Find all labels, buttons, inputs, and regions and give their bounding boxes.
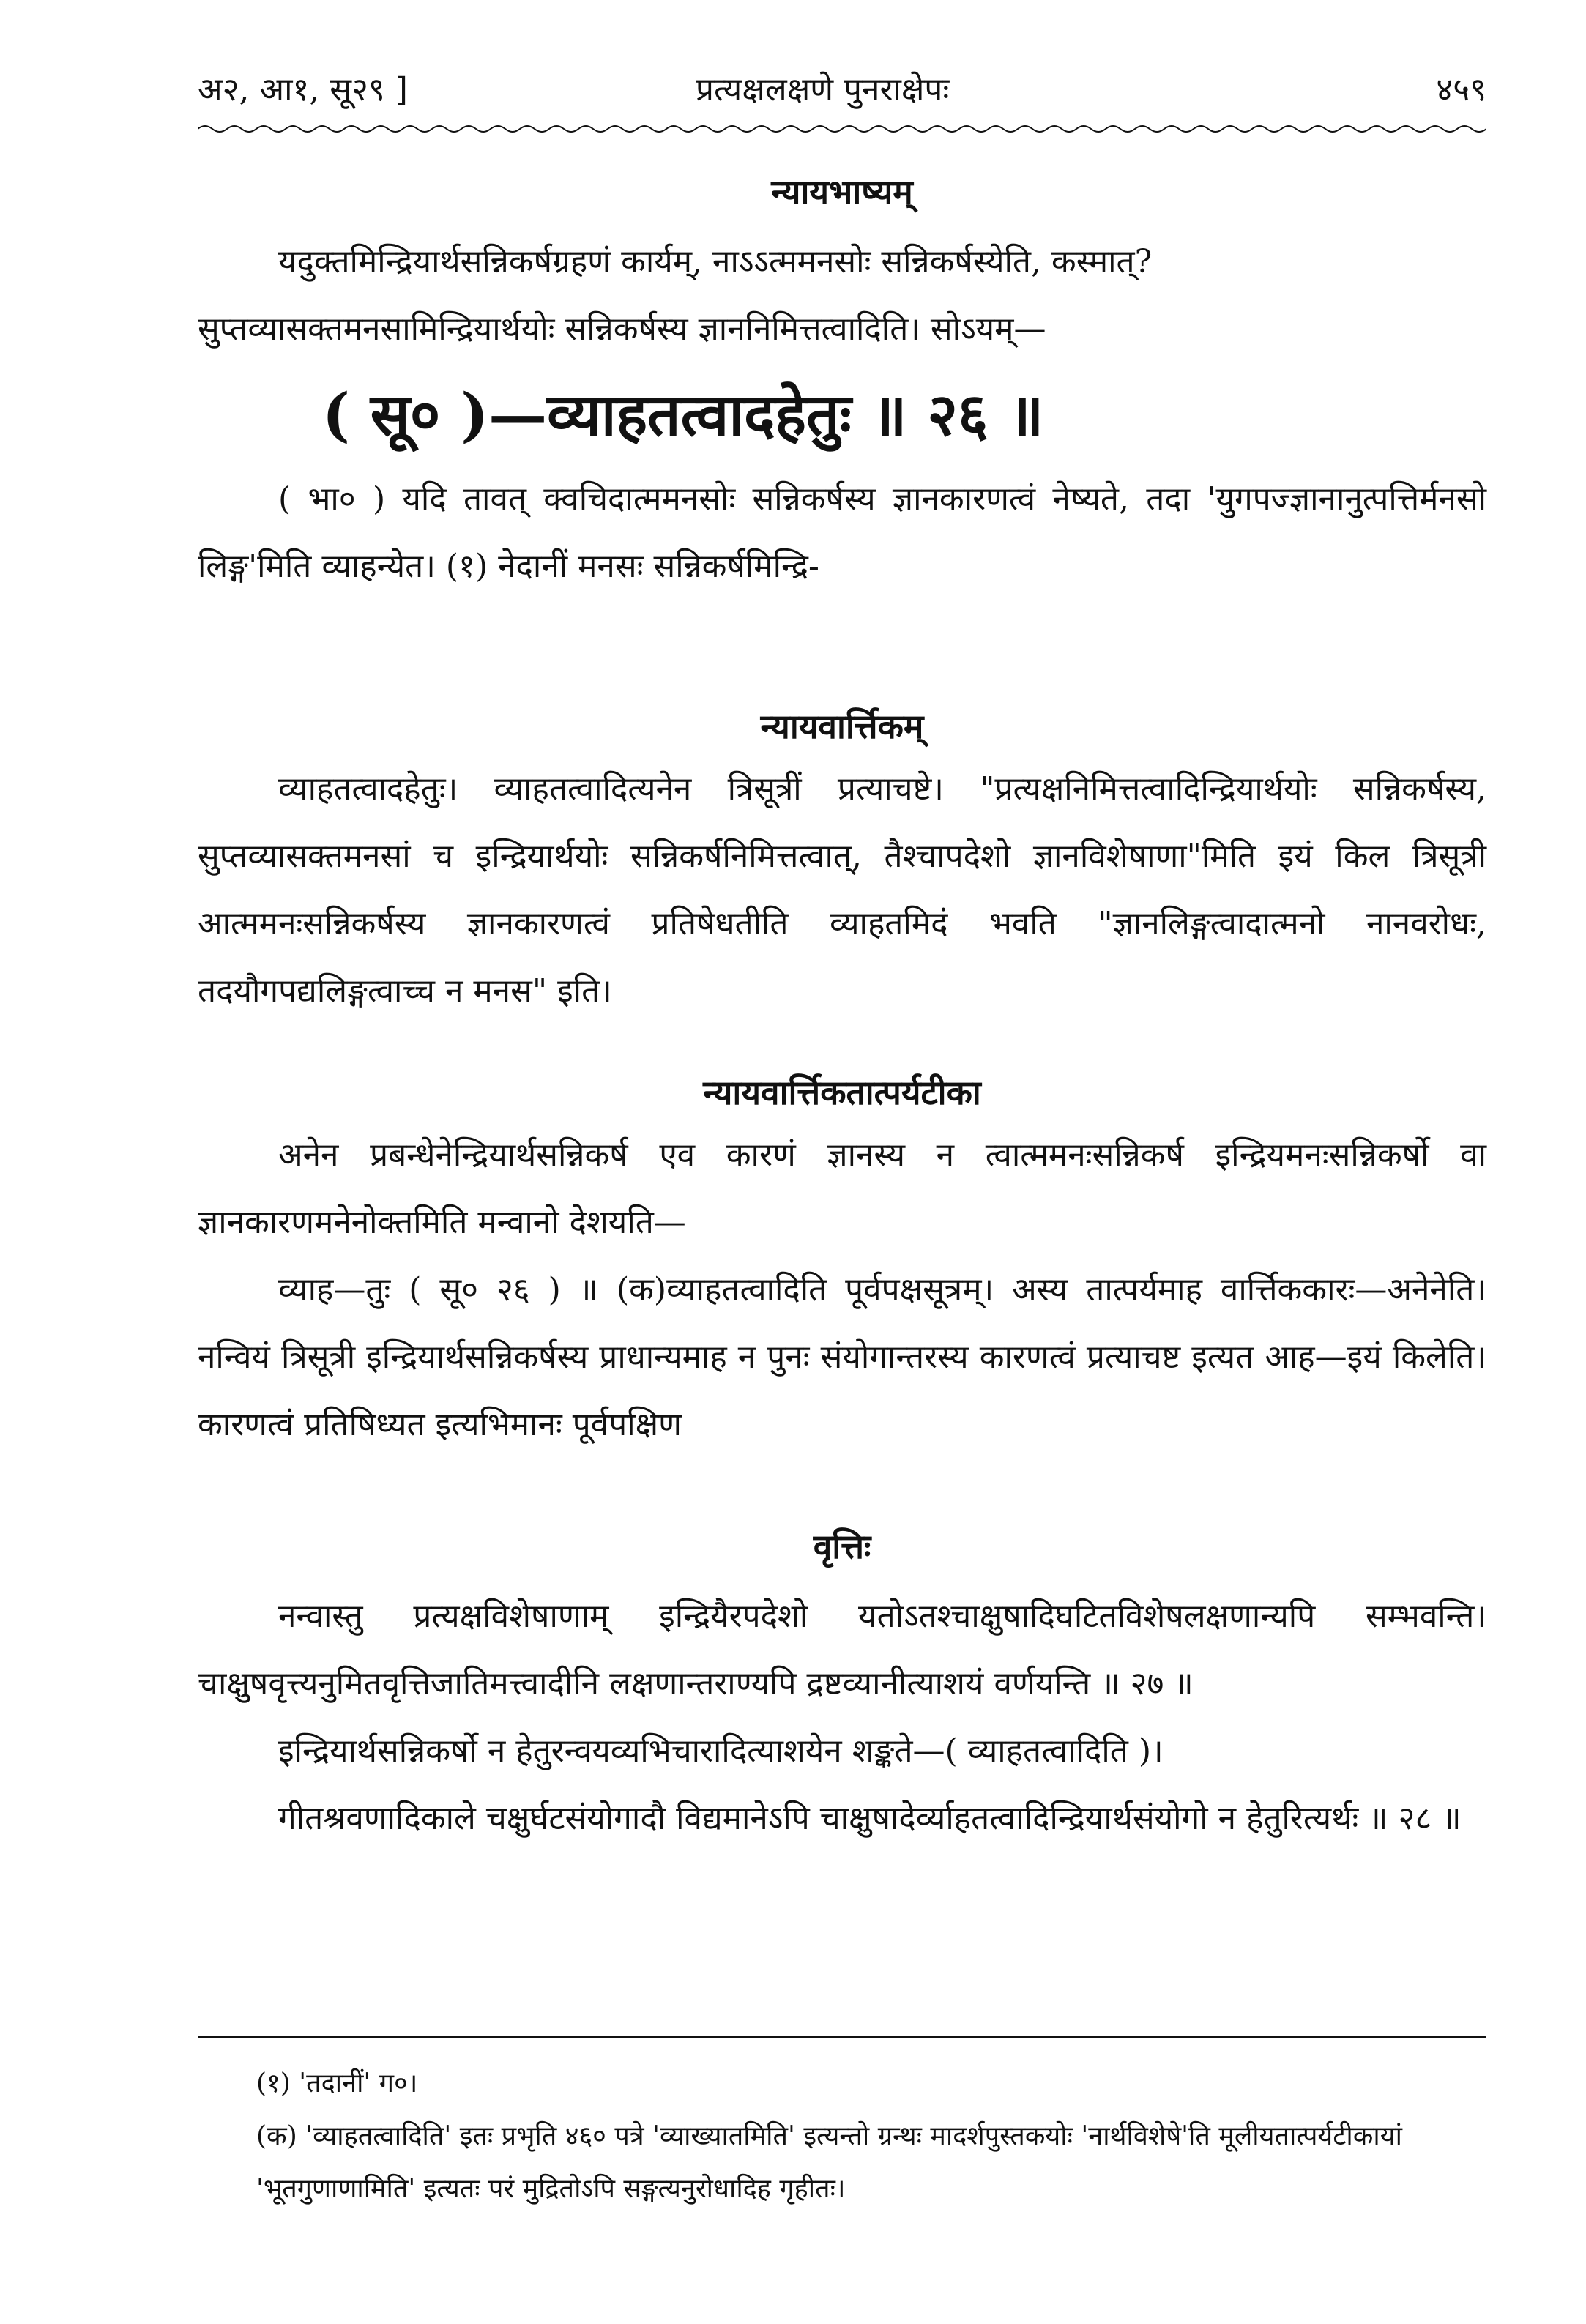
footnote-1: (१) 'तदानीं' ग०। [256,2068,418,2098]
vartika-title: न्यायवार्त्तिकम् [760,707,924,746]
vritti-para2: इन्द्रियार्थसन्निकर्षो न हेतुरन्वयव्यभिचारादित्याशयेन शङ्कते—( व्याहतत्वादिति )। [278,1732,1164,1770]
bhashya-section [198,168,1486,600]
running-title: प्रत्यक्षलक्षणे पुनराक्षेपः [696,71,950,108]
wavy-divider [198,123,1486,135]
vritti-section [198,1523,1486,1852]
footnote-ka: (क) 'व्याहतत्वादिति' इतः प्रभृति ४६० पत्रे 'व्याख्यातमिति' इत्यन्तो ग्रन्थः मादर्शपुस्तकयोः 'नार्थविशेषे'ति मूलीयतात्पर्यटीकायां 'भूतगुणाणामिति' इत्यतः परं मुद्रितोऽपि सङ्गत्यनुरोधादिह गृहीतः। [256,2121,1402,2204]
bhashya-para2: ( भा० ) यदि तावत् क्वचिदात्ममनसोः सन्निकर्षस्य ज्ञानकारणत्वं नेष्यते, तदा 'युगपज्ज्ञानानुत्पत्तिर्मनसो लिङ्ग'मिति व्याहन्येत। (१) नेदानीं मनसः सन्निकर्षमिन्द्रि- [198,480,1486,585]
tatparya-para2: व्याह—तुः ( सू० २६ ) ॥ (क)व्याहतत्वादिति पूर्वपक्षसूत्रम्। अस्य तात्पर्यमाह वार्त्तिककारः—अनेनेति। नन्वियं त्रिसूत्री इन्द्रियार्थसन्निकर्षस्य प्राधान्यमाह न पुनः संयोगान्तरस्य कारणत्वं प्रत्याचष्ट इत्यत आह—इयं किलेति। कारणत्वं प्रतिषिध्यत इत्यभिमानः पूर्वपक्षिण [198,1271,1486,1443]
vritti-para1: नन्वास्तु प्रत्यक्षविशेषाणाम् इन्द्रियैरपदेशो यतोऽतश्चाक्षुषादिघटितविशेषलक्षणान्यपि सम्भवन्ति। चाक्षुषवृत्त्यनुमितवृत्तिजातिमत्त्वादीनि लक्षणान्तराण्यपि द्रष्टव्यानीत्याशयं वर्णयन्ति ॥ २७ ॥ [198,1598,1486,1702]
vartika-section [198,703,1486,1025]
bhashya-para1-line1: यदुक्तमिन्द्रियार्थसन्निकर्षग्रहणं कार्यम्, नाऽऽत्ममनसोः सन्निकर्षस्येति, कस्मात्? [278,243,1153,280]
tatparya-title: न्यायवार्त्तिकतात्पर्यटीका [703,1073,981,1112]
vritti-title: वृत्तिः [813,1527,871,1566]
page [198,59,1486,2255]
bhashya-para1-line2: सुप्तव्यासक्तमनसामिन्द्रियार्थयोः सन्निकर्षस्य ज्ञाननिमित्तत्वादिति। सोऽयम्— [198,310,1046,348]
footnotes [198,2057,1486,2216]
footnote-rule [198,2036,1486,2038]
vritti-para3: गीतश्रवणादिकाले चक्षुर्घटसंयोगादौ विद्यमानेऽपि चाक्षुषादेर्व्याहतत्वादिन्द्रियार्थसंयोगो न हेतुरित्यर्थः ॥ २८ ॥ [278,1800,1462,1837]
page-number: ४५९ [1436,71,1486,108]
running-header [198,59,1486,117]
tatparya-para1: अनेन प्रबन्धेनेन्द्रियार्थसन्निकर्ष एव कारणं ज्ञानस्य न त्वात्ममनःसन्निकर्ष इन्द्रियमनःसन्निकर्षो वा ज्ञानकारणमनेनोक्तमिति मन्वानो देशयति— [198,1136,1486,1241]
tatparya-section [198,1069,1486,1459]
vartika-para: व्याहतत्वादहेतुः। व्याहतत्वादित्यनेन त्रिसूत्रीं प्रत्याचष्टे। "प्रत्यक्षनिमित्तत्वादिन्द्रियार्थयोः सन्निकर्षस्य, सुप्तव्यासक्तमनसां च इन्द्रियार्थयोः सन्निकर्षनिमित्तत्वात्, तैश्चापदेशो ज्ञानविशेषाणा"मिति इयं किल त्रिसूत्री आत्ममनःसन्निकर्षस्य ज्ञानकारणत्वं प्रतिषेधतीति व्याहतमिदं भवति "ज्ञानलिङ्गत्वादात्मनो नानवरोधः, तदयौगपद्यलिङ्गत्वाच्च न मनस" इति। [198,770,1487,1010]
sutra-26: ( सू० )—व्याहतत्वादहेतुः ॥ २६ ॥ [322,380,1044,449]
bhashya-title: न्यायभाष्यम् [771,172,913,212]
chapter-reference: अ२, आ१, सू२९ ] [198,71,408,108]
